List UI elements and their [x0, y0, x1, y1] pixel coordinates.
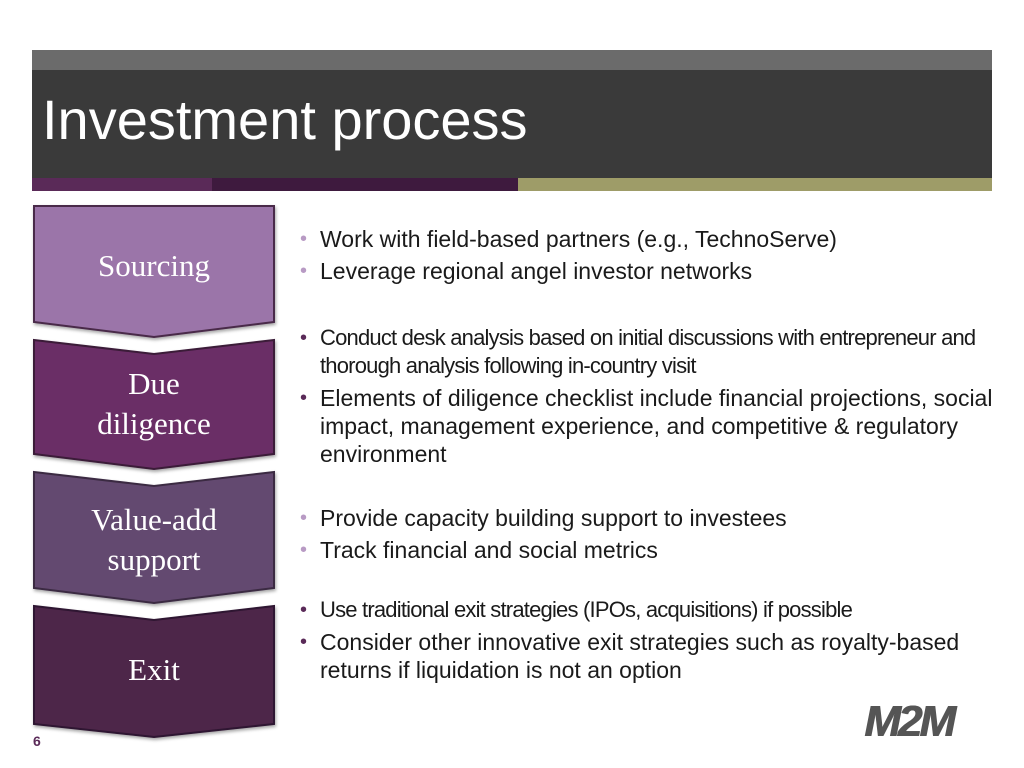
exit-bullets	[300, 596, 1000, 684]
bullet-text: Consider other innovative exit strategies such as royalty-based returns if liquidation is not an option	[320, 629, 960, 683]
bullet-dot-icon: •	[300, 507, 308, 529]
bullet-dot-icon: •	[300, 631, 308, 653]
bullet-text: Use traditional exit strategies (IPOs, acquisitions) if possible	[320, 597, 853, 622]
bullet-item	[300, 504, 1000, 532]
bullet-dot-icon: •	[300, 260, 308, 282]
page-title: Investment process	[42, 88, 528, 151]
bullet-dot-icon: •	[300, 387, 308, 409]
page-number: 6	[33, 733, 41, 749]
step-sourcing-label: Sourcing	[98, 248, 210, 283]
bullet-text: Provide capacity building support to investees	[320, 505, 787, 531]
bullet-item	[300, 596, 1000, 624]
bullet-item	[300, 384, 1000, 468]
bullet-text: Leverage regional angel investor networks	[320, 258, 753, 284]
bullet-text: Work with field-based partners (e.g., TechnoServe)	[320, 226, 837, 252]
m2m-logo: M2M	[864, 697, 953, 746]
bullet-item	[300, 324, 1000, 380]
bullet-item	[300, 225, 1000, 253]
bullet-dot-icon: •	[300, 327, 307, 349]
bullet-item	[300, 257, 1000, 285]
accent-bar-olive	[518, 178, 992, 191]
sourcing-bullets	[300, 225, 1000, 285]
step-value-add-label-line2: support	[107, 542, 201, 577]
step-exit-label: Exit	[128, 652, 180, 687]
value-add-bullets	[300, 504, 1000, 564]
bullet-text: Track financial and social metrics	[320, 537, 658, 563]
bullet-dot-icon: •	[300, 539, 308, 561]
due-diligence-bullets	[300, 324, 1000, 468]
bullet-dot-icon: •	[300, 228, 308, 250]
step-due-diligence-label-line2: diligence	[97, 406, 211, 441]
bullet-item	[300, 536, 1000, 564]
bullet-text: Conduct desk analysis based on initial discussions with entrepreneur and thorough analysis following in-country visit	[320, 325, 976, 378]
step-due-diligence-label-line1: Due	[128, 366, 180, 401]
bullet-text: Elements of diligence checklist include financial projections, social impact, management experience, and competitive & regulatory environment	[320, 385, 993, 467]
bullet-dot-icon: •	[300, 599, 307, 621]
bullet-item	[300, 628, 960, 684]
step-value-add-label-line1: Value-add	[91, 502, 217, 537]
